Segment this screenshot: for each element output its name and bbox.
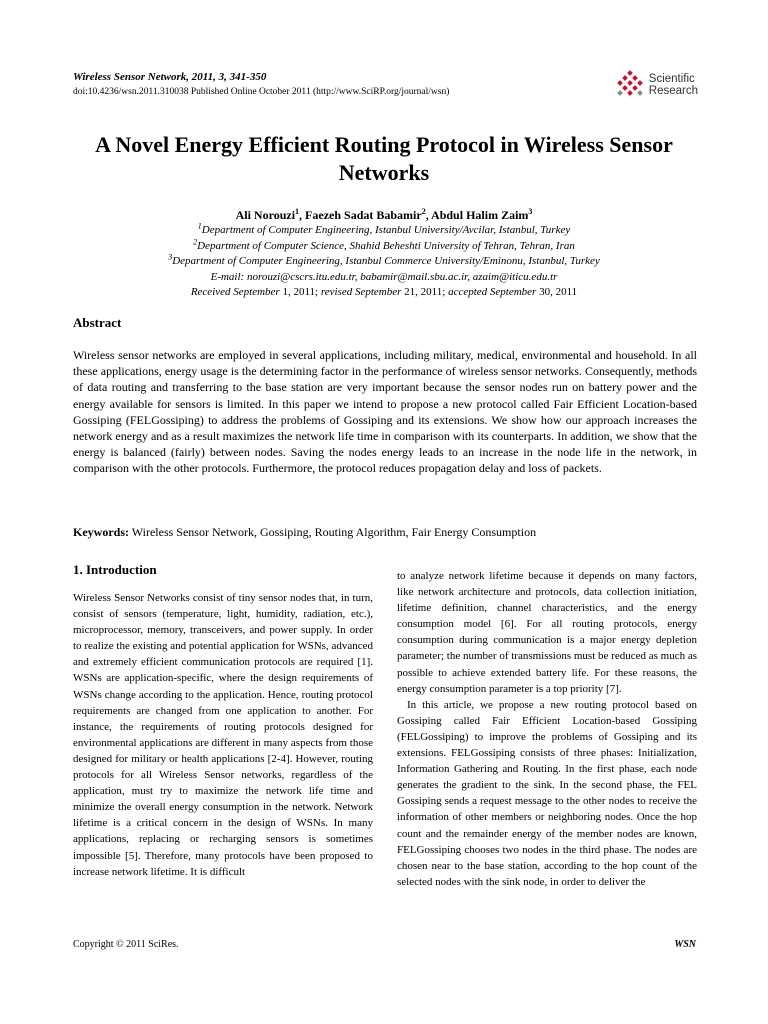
scirp-logo-icon	[615, 70, 645, 100]
abstract-heading: Abstract	[73, 315, 122, 330]
journal-volume: , 2011, 3, 341-350	[186, 71, 267, 83]
email-line: E-mail: norouzi@cscrs.itu.edu.tr, babamir@mail.sbu.ac.ir, azaim@iticu.edu.tr	[210, 270, 558, 283]
author-name: Faezeh Sadat Babamir	[305, 208, 422, 222]
author-affil-mark: 3	[528, 207, 533, 216]
paragraph: In this article, we propose a new routing protocol based on Gossiping called Fair Efficient Location-based Gossiping (FELGossiping) to improve the problems of Gossiping and its extensions. FELGossiping consists of three phases: Initialization, Information Gathering and Routing. In the first phase, each node generates the gradient to the sink. In the second phase, the FEL Gossiping sends a request message to the other nodes to receive the information of other members or neighboring nodes. Once the hop count and the remainder energy of the member nodes are known, FELGossiping chooses two nodes in the third phase. The nodes are chosen near to the base station, according to the hop count of the selected nodes with the sink node, in order to deliver the	[397, 698, 697, 888]
received-date: 1, 2011;	[279, 286, 321, 298]
logo-line-2: Research	[648, 85, 698, 97]
author-name: Abdul Halim Zaim	[431, 208, 529, 222]
paragraph: Wireless Sensor Networks consist of tiny sensor nodes that, in turn, consist of sensors (temperature, light, humidity, radiation, etc.), microprocessor, memory, transceivers, and power supply. In order to realize the existing and potential application for WSNs, advanced and extremely efficient communication protocols are required [1]. WSNs are application-specific, where the design requirements of WSNs change according to the application. Hence, routing protocol requirements are changed from one application to another. For instance, the requirements of routing protocols designed for environmental applications are different in many aspects from those designed for military or health applications [2-4]. However, routing protocols for all Wireless Sensor networks, regardless of the application, must try to maximize the network life time and minimize the overall energy consumption in the network. Network lifetime is a critical concern in the design of WSNs. In many applications, replacing or recharging sensors is sometimes impossible [5]. Therefore, many protocols have been proposed to increase network lifetime. It is difficult	[73, 592, 373, 878]
revised-date: 21, 2011;	[401, 286, 449, 298]
affil-mark: 3	[168, 252, 173, 262]
affiliation-line	[73, 236, 695, 255]
author-separator: ,	[299, 208, 306, 222]
paper-title: A Novel Energy Efficient Routing Protocol in Wireless Sensor Networks	[95, 132, 673, 185]
journal-footer: WSN	[674, 939, 696, 950]
keywords	[73, 524, 697, 540]
received-label: Received September	[190, 286, 280, 298]
author-affil-mark: 1	[295, 207, 300, 216]
keywords-label: Keywords:	[73, 525, 129, 539]
keywords-text: Wireless Sensor Network, Gossiping, Routing Algorithm, Fair Energy Consumption	[129, 525, 537, 539]
left-column	[73, 560, 373, 880]
right-column	[397, 568, 697, 890]
affil-text: Department of Computer Engineering, Istanbul Commerce University/Eminonu, Istanbul, Turkey	[172, 255, 600, 267]
logo-wordmark	[649, 73, 698, 97]
affiliation-line	[73, 254, 695, 270]
copyright-footer: Copyright © 2011 SciRes.	[73, 939, 179, 950]
journal-header	[73, 71, 703, 98]
publisher-logo	[615, 70, 698, 100]
doi-line: doi:10.4236/wsn.2011.310038 Published Online October 2011 (http://www.SciRP.org/journal/wsn)	[73, 87, 450, 97]
journal-name: Wireless Sensor Network	[73, 71, 187, 83]
author-affil-mark: 2	[421, 207, 426, 216]
journal-citation	[73, 71, 703, 84]
affiliations	[73, 223, 695, 301]
affiliation-line	[73, 223, 695, 239]
paragraph: to analyze network lifetime because it depends on many factors, like network architecture and protocols, data collection initiation, lifetime definition, channel characteristics, and the energy consumption model [6]. For all routing protocols, energy consumption during communication is a major energy depletion parameter; the number of transmissions must be reduced as much as possible to achieve extended battery life. For these reasons, the energy consumption parameter is a top priority [7].	[397, 570, 697, 695]
revised-label: revised September	[320, 286, 402, 298]
logo-line-1: Scientific	[648, 73, 695, 85]
affil-text: Department of Computer Science, Shahid Beheshti University of Tehran, Tehran, Iran	[197, 239, 575, 252]
author-list	[73, 208, 695, 222]
accepted-date: 30, 2011	[536, 286, 578, 298]
abstract-text: Wireless sensor networks are employed in several applications, including military, medical, environmental and household. In all these applications, energy usage is the determining factor in the performance of wireless sensor networks. Consequently, methods of data routing and transferring to the base station are very important because the sensor nodes run on battery power and the energy available for sensors is limited. In this paper we intend to propose a new protocol called Fair Efficient Location-based Gossiping (FELGossiping) to address the problems of Gossiping and its extensions. We show how our approach increases the network energy and as a result maximizes the network life time in comparison with its counterparts. In addition, we show that the energy is balanced (fairly) between nodes. Saving the nodes energy leads to an increase in the node life in the network, in comparison with the other protocols. Furthermore, the protocol reduces propagation delay and loss of packets.	[73, 348, 697, 476]
author-separator: ,	[425, 208, 432, 222]
affil-mark: 2	[193, 236, 198, 246]
section-heading: 1. Introduction	[73, 562, 157, 577]
affil-mark: 1	[197, 221, 202, 231]
author-name: Ali Norouzi	[235, 208, 296, 222]
accepted-label: accepted September	[448, 286, 537, 298]
affil-text: Department of Computer Engineering, Istanbul University/Avcilar, Istanbul, Turkey	[201, 224, 571, 236]
received-line	[73, 285, 695, 301]
